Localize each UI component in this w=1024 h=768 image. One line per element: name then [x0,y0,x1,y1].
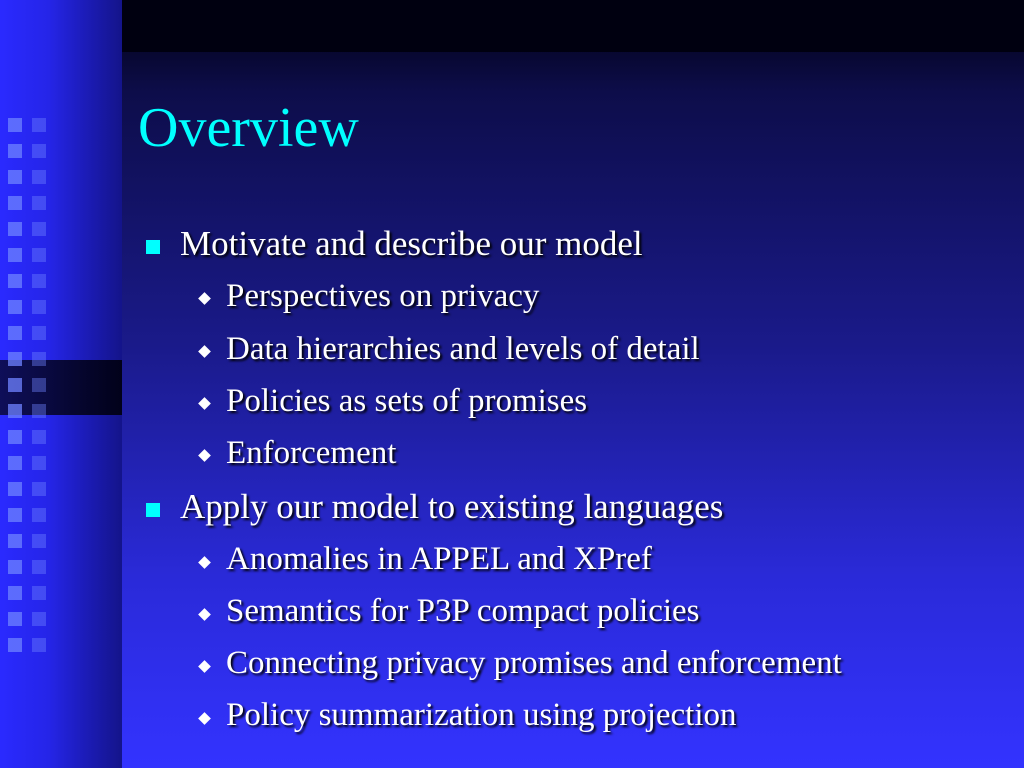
sub-bullet-item: Policies as sets of promises [226,383,588,419]
square-bullet-icon [146,240,160,254]
diamond-bullet-icon [198,556,211,569]
sub-bullet-item: Connecting privacy promises and enforcement [226,645,842,681]
sub-bullet-item: Data hierarchies and levels of detail [226,331,700,367]
diamond-bullet-icon [198,397,211,410]
diamond-bullet-icon [198,608,211,621]
sub-bullet-item: Enforcement [226,435,397,471]
square-bullet-icon [146,503,160,517]
slide-title: Overview [138,97,359,159]
sub-bullet-item: Semantics for P3P compact policies [226,593,700,629]
diamond-bullet-icon [198,345,211,358]
sub-bullet-item: Policy summarization using projection [226,697,737,733]
bullet-item: Motivate and describe our model [180,224,643,263]
diamond-bullet-icon [198,712,211,725]
sub-bullet-item: Anomalies in APPEL and XPref [226,541,652,577]
diamond-bullet-icon [198,449,211,462]
diamond-bullet-icon [198,292,211,305]
bullet-item: Apply our model to existing languages [180,487,724,526]
sub-bullet-item: Perspectives on privacy [226,278,540,314]
diamond-bullet-icon [198,660,211,673]
